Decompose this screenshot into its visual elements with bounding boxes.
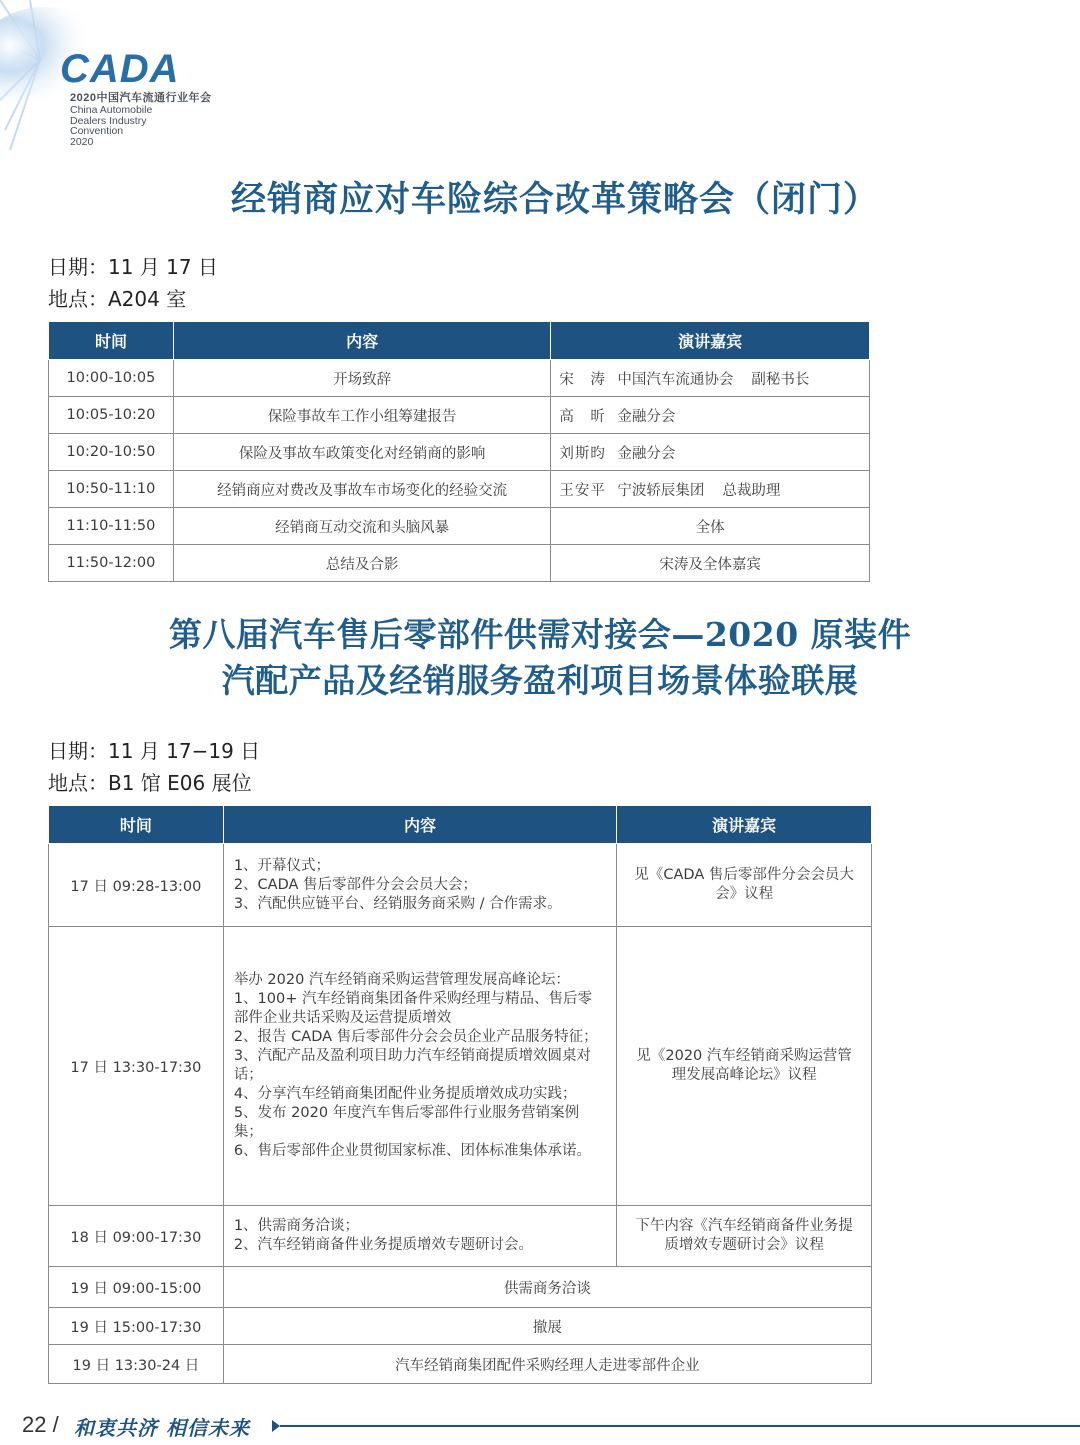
table-row: [49, 434, 870, 471]
content-item: 2、汽车经销商备件业务提质增效专题研讨会。: [233, 1237, 534, 1253]
row-time: 19 日 15:00-17:30: [49, 1308, 224, 1345]
footer-slogan: 和衷共济 相信未来: [74, 1416, 250, 1440]
content-item: 举办 2020 汽车经销商采购运营管理发展高峰论坛：: [233, 972, 570, 988]
row-time: 17 日 09:28-13:00: [49, 844, 224, 927]
row-time: 18 日 09:00-17:30: [49, 1206, 224, 1267]
row-time: 10:50-11:10: [49, 471, 174, 508]
speaker-name: 高 昕: [559, 408, 606, 425]
speaker-role: 副秘书长: [751, 371, 810, 388]
content-item: 2、报告 CADA 售后零部件分会会员企业产品服务特征；: [233, 1029, 598, 1045]
speaker-name: 刘斯昀: [559, 445, 606, 462]
table-row: [49, 1308, 872, 1345]
header-time: 时间: [49, 806, 224, 844]
speaker-org: 宁波轿辰集团: [617, 482, 705, 499]
row-content: 保险及事故车政策变化对经销商的影响: [173, 434, 550, 471]
section1-venue: 地点：A204 室: [48, 287, 187, 311]
logo-subtitle-en-3: Convention: [70, 125, 124, 137]
content-item: 5、发布 2020 年度汽车售后零部件行业服务营销案例集；: [233, 1105, 580, 1140]
speaker-role: 总裁助理: [722, 482, 781, 499]
speaker-name: 宋 涛: [559, 371, 606, 388]
content-item: 1、供需商务洽谈；: [233, 1218, 360, 1234]
content-item: 6、售后零部件企业贯彻国家标准、团体标准集体承诺。: [233, 1143, 592, 1159]
table-row: [49, 1345, 872, 1384]
section2-venue: 地点：B1 馆 E06 展位: [48, 771, 252, 795]
section2-schedule-table: [48, 805, 872, 1384]
row-time: 11:10-11:50: [49, 508, 174, 545]
row-content: [223, 1206, 616, 1267]
header-content: 内容: [223, 806, 616, 844]
content-item: 4、分享汽车经销商集团配件业务提质增效成功实践；: [233, 1086, 577, 1102]
row-content: 保险事故车工作小组筹建报告: [173, 397, 550, 434]
logo-subtitle-en-1: China Automobile: [70, 104, 153, 116]
row-content: 供需商务洽谈: [223, 1267, 871, 1308]
page-footer: [22, 1410, 1080, 1440]
speaker-org: 金融分会: [617, 408, 676, 425]
logo-subtitle-en-2: Dealers Industry: [70, 114, 147, 127]
row-time: 17 日 13:30-17:30: [49, 927, 224, 1206]
header-time: 时间: [49, 322, 174, 360]
table-row: [49, 360, 870, 397]
row-speaker: 见《2020 汽车经销商采购运营管理发展高峰论坛》议程: [617, 927, 872, 1206]
table-row: [49, 397, 870, 434]
row-speaker: [551, 471, 870, 508]
row-content: 开场致辞: [173, 360, 550, 397]
header-speaker: 演讲嘉宾: [551, 322, 870, 360]
row-content: 经销商互动交流和头脑风暴: [173, 508, 550, 545]
content-item: 3、汽配供应链平台、经销服务商采购 / 合作需求。: [233, 895, 562, 912]
row-content: 总结及合影: [173, 545, 550, 582]
section2-meta: [48, 735, 260, 799]
table-row: [49, 545, 870, 582]
logo-subtitle-cn: 2020中国汽车流通行业年会: [70, 92, 212, 104]
content-item: 1、开幕仪式；: [233, 857, 331, 874]
section1-title: 经销商应对车险综合改革策略会（闭门）: [230, 179, 879, 220]
section1-schedule-table: [48, 321, 870, 582]
section1-date: 日期：11 月 17 日: [48, 255, 218, 279]
logo-subtitle: [70, 89, 211, 147]
row-speaker: 见《CADA 售后零部件分会会员大会》议程: [617, 844, 872, 927]
row-speaker: 全体: [551, 508, 870, 545]
table-header-row: [49, 322, 870, 360]
row-content: 经销商应对费改及事故车市场变化的经验交流: [173, 471, 550, 508]
row-time: 11:50-12:00: [49, 545, 174, 582]
row-time: 19 日 13:30-24 日: [49, 1345, 224, 1384]
table-header-row: [49, 806, 872, 844]
row-speaker: [551, 434, 870, 471]
table-row: [49, 1267, 872, 1308]
content-item: 2、CADA 售后零部件分会会员大会；: [233, 876, 478, 893]
row-speaker: 宋涛及全体嘉宾: [551, 545, 870, 582]
row-content: 撤展: [223, 1308, 871, 1345]
section1-meta: [48, 251, 218, 315]
table-row: [49, 844, 872, 927]
table-row: [49, 471, 870, 508]
section2-title: [0, 612, 1080, 704]
content-item: 1、100+ 汽车经销商集团备件采购经理与精品、售后零部件企业共话采购及运营提质增效: [233, 991, 592, 1026]
row-speaker: [551, 397, 870, 434]
speaker-name: 王安平: [559, 482, 606, 499]
row-speaker: [551, 360, 870, 397]
section2-title-line1: 第八届汽车售后零部件供需对接会—2020 原装件: [168, 615, 912, 654]
row-content: [223, 844, 616, 927]
content-item: 3、汽配产品及盈利项目助力汽车经销商提质增效圆桌对话；: [233, 1048, 592, 1083]
speaker-org: 中国汽车流通协会: [617, 371, 734, 388]
section2-date: 日期：11 月 17−19 日: [48, 739, 261, 763]
row-time: 10:00-10:05: [49, 360, 174, 397]
footer-rule: [280, 1425, 1080, 1427]
cada-wordmark: CADA: [60, 47, 180, 91]
row-time: 10:20-10:50: [49, 434, 174, 471]
page-number: 22 /: [22, 1412, 59, 1437]
arrow-right-icon: [272, 1420, 280, 1432]
header-speaker: 演讲嘉宾: [617, 806, 872, 844]
row-time: 10:05-10:20: [49, 397, 174, 434]
row-time: 19 日 09:00-15:00: [49, 1267, 224, 1308]
speaker-org: 金融分会: [617, 445, 676, 462]
row-content: [223, 927, 616, 1206]
table-row: [49, 1206, 872, 1267]
table-row: [49, 927, 872, 1206]
row-speaker: 下午内容《汽车经销商备件业务提质增效专题研讨会》议程: [617, 1206, 872, 1267]
table-row: [49, 508, 870, 545]
logo-subtitle-en-4: 2020: [70, 135, 94, 148]
header-content: 内容: [173, 322, 550, 360]
row-content: 汽车经销商集团配件采购经理人走进零部件企业: [223, 1345, 871, 1384]
section2-title-line2: 汽配产品及经销服务盈利项目场景体验联展: [221, 661, 859, 700]
